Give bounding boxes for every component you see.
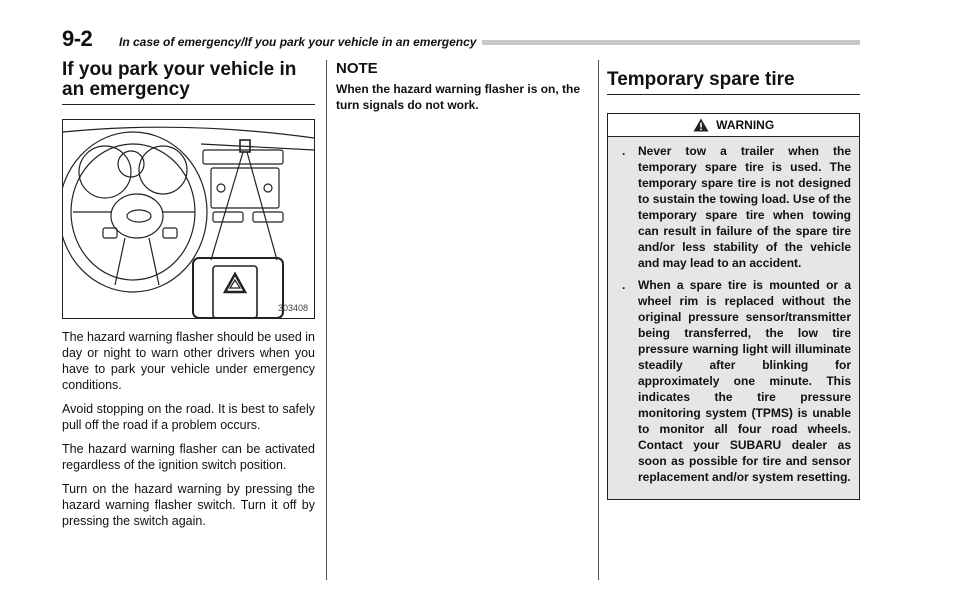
paragraph: Turn on the hazard warning by pressing the hazard warning flasher switch. Turn it off by pressing the switch again.	[62, 482, 315, 528]
bullet-text: When a spare tire is mounted or a wheel rim is replaced without the original pressure sensor/transmitter being transferred, the low tire pressure warning light will illuminate steadily after blinking for approximately one minute. This indicates the tire pressure monitoring system (TPMS) is unable to monitor all four road wheels. Contact your SUBARU dealer as soon as possible for tire and sensor replacement and/or system resetting.	[638, 278, 851, 484]
bullet-marker: .	[622, 278, 626, 292]
dashboard-illustration	[62, 119, 315, 319]
warning-box	[607, 113, 860, 500]
heading-rule	[607, 94, 860, 95]
note-heading: NOTE	[336, 60, 378, 77]
column-divider	[598, 60, 599, 580]
left-heading: If you park your vehicle in an emergency	[62, 59, 297, 100]
right-column	[607, 60, 860, 500]
bullet-marker: .	[622, 144, 626, 158]
page-number: 9-2	[62, 26, 93, 51]
paragraph: The hazard warning flasher can be activated regardless of the ignition switch position.	[62, 442, 315, 472]
left-column	[62, 60, 315, 529]
section-title: In case of emergency/If you park your vehicle in an emergency	[119, 35, 477, 49]
page-header	[62, 26, 860, 51]
heading-rule	[62, 104, 315, 105]
paragraph: Avoid stopping on the road. It is best to safely pull off the road if a problem occurs.	[62, 402, 315, 432]
middle-column	[336, 60, 586, 113]
warning-bullet	[616, 143, 851, 271]
hazard-switch-illustration	[63, 120, 314, 318]
warning-label: WARNING	[716, 118, 775, 132]
header-bar	[482, 40, 860, 45]
figure-code: 303408	[277, 303, 308, 313]
note-text: When the hazard warning flasher is on, the turn signals do not work.	[336, 82, 581, 112]
warning-header	[608, 114, 859, 137]
right-heading: Temporary spare tire	[607, 69, 795, 90]
paragraph: The hazard warning flasher should be used in day or night to warn other drivers when you have to park your vehicle under emergency conditions.	[62, 330, 315, 392]
warning-triangle-icon	[693, 118, 709, 132]
bullet-text: Never tow a trailer when the temporary spare tire is used. The temporary spare tire is not designed to sustain the towing load. Use of the temporary spare tire when towing can result in failure of the spare tire and/or less stability of the vehicle and may lead to an accident.	[638, 144, 851, 270]
column-divider	[326, 60, 327, 580]
warning-bullet	[616, 277, 851, 485]
warning-body	[608, 137, 859, 499]
